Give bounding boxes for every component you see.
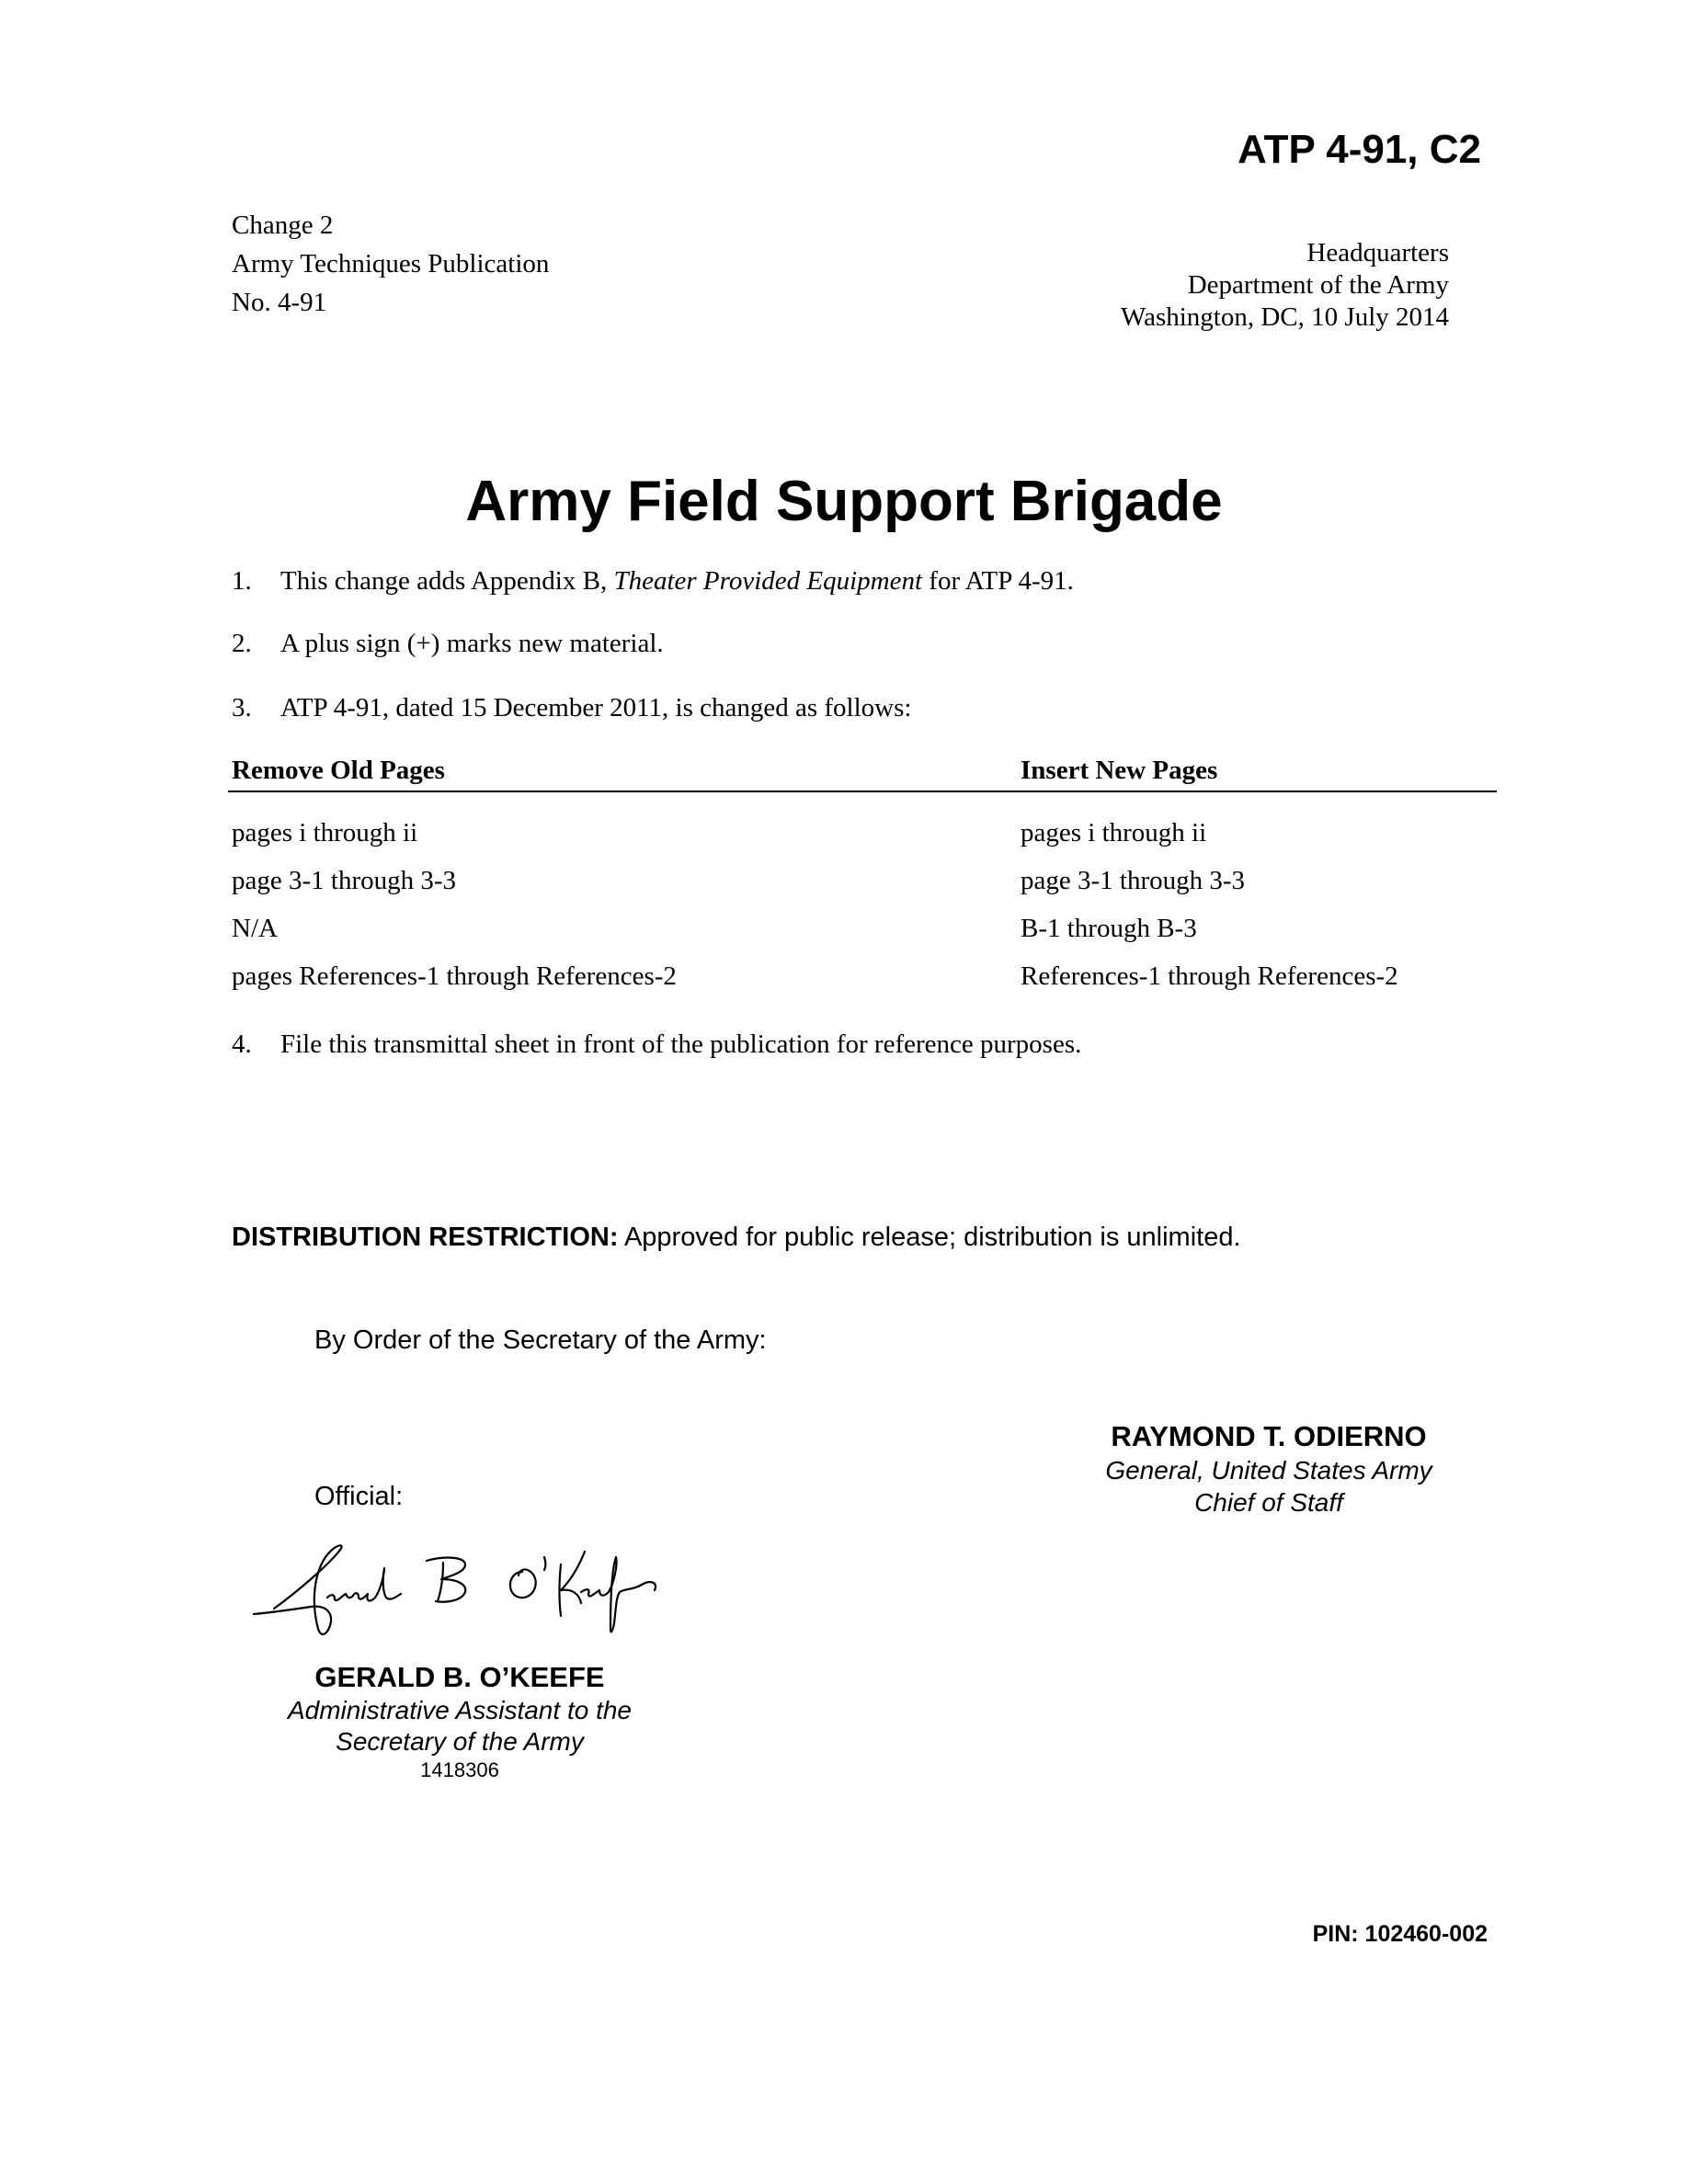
distribution-label: DISTRIBUTION RESTRICTION:: [232, 1223, 619, 1252]
issuing-office: [1121, 237, 1449, 334]
by-order-line: By Order of the Secretary of the Army:: [314, 1325, 767, 1355]
publication-info: [232, 206, 549, 322]
item-number: 4.: [232, 1029, 252, 1059]
admin-title-line-2: Secretary of the Army: [336, 1727, 584, 1756]
pin-number: PIN: 102460-002: [1312, 1921, 1488, 1947]
change-label: Change 2: [232, 210, 334, 240]
distribution-text: Approved for public release; distribution is unlimited.: [618, 1223, 1241, 1252]
table-divider: [228, 791, 1497, 792]
table-cell-insert: page 3-1 through 3-3: [1021, 866, 1246, 895]
column-header-remove: Remove Old Pages: [232, 756, 445, 785]
chief-rank: General, United States Army: [1105, 1456, 1432, 1484]
admin-signature-block: [230, 1660, 690, 1783]
table-cell-remove: N/A: [232, 914, 278, 943]
item-text: This change adds Appendix B,: [280, 566, 614, 596]
publication-type: Army Techniques Publication: [232, 249, 550, 279]
instruction-item: [232, 627, 664, 660]
item-text: File this transmittal sheet in front of the publication for reference purposes.: [280, 1029, 1082, 1059]
column-header-insert: Insert New Pages: [1021, 756, 1218, 785]
chief-signature-block: [1039, 1419, 1499, 1519]
table-cell-remove: page 3-1 through 3-3: [232, 866, 457, 895]
item-text-end: for ATP 4-91.: [922, 566, 1074, 596]
instruction-item: [232, 691, 911, 724]
item-number: 1.: [232, 566, 252, 596]
table-cell-insert: pages i through ii: [1021, 818, 1207, 847]
handwritten-signature: [246, 1537, 679, 1647]
chief-name: RAYMOND T. ODIERNO: [1111, 1420, 1427, 1452]
department-label: Department of the Army: [1187, 270, 1449, 300]
admin-code: 1418306: [420, 1758, 499, 1781]
item-number: 2.: [232, 629, 252, 658]
document-number: ATP 4-91, C2: [1237, 127, 1481, 172]
official-label: Official:: [314, 1482, 404, 1511]
table-cell-remove: pages References-1 through References-2: [232, 961, 677, 991]
admin-name: GERALD B. O’KEEFE: [314, 1661, 605, 1693]
instruction-item: [232, 1028, 1081, 1061]
appendix-title: Theater Provided Equipment: [613, 566, 923, 596]
table-cell-remove: pages i through ii: [232, 818, 418, 847]
item-number: 3.: [232, 693, 252, 722]
page-title: Army Field Support Brigade: [465, 470, 1223, 533]
publication-number: No. 4-91: [232, 288, 327, 317]
instruction-item: [232, 564, 1074, 597]
item-text: ATP 4-91, dated 15 December 2011, is changed as follows:: [280, 693, 912, 722]
admin-title-line-1: Administrative Assistant to the: [287, 1696, 632, 1724]
chief-position: Chief of Staff: [1194, 1488, 1343, 1517]
headquarters-label: Headquarters: [1306, 238, 1449, 267]
distribution-statement: [232, 1223, 1241, 1253]
table-cell-insert: References-1 through References-2: [1021, 961, 1398, 991]
item-text: A plus sign (+) marks new material.: [280, 629, 664, 658]
table-cell-insert: B-1 through B-3: [1021, 914, 1197, 943]
location-date: Washington, DC, 10 July 2014: [1121, 302, 1449, 332]
